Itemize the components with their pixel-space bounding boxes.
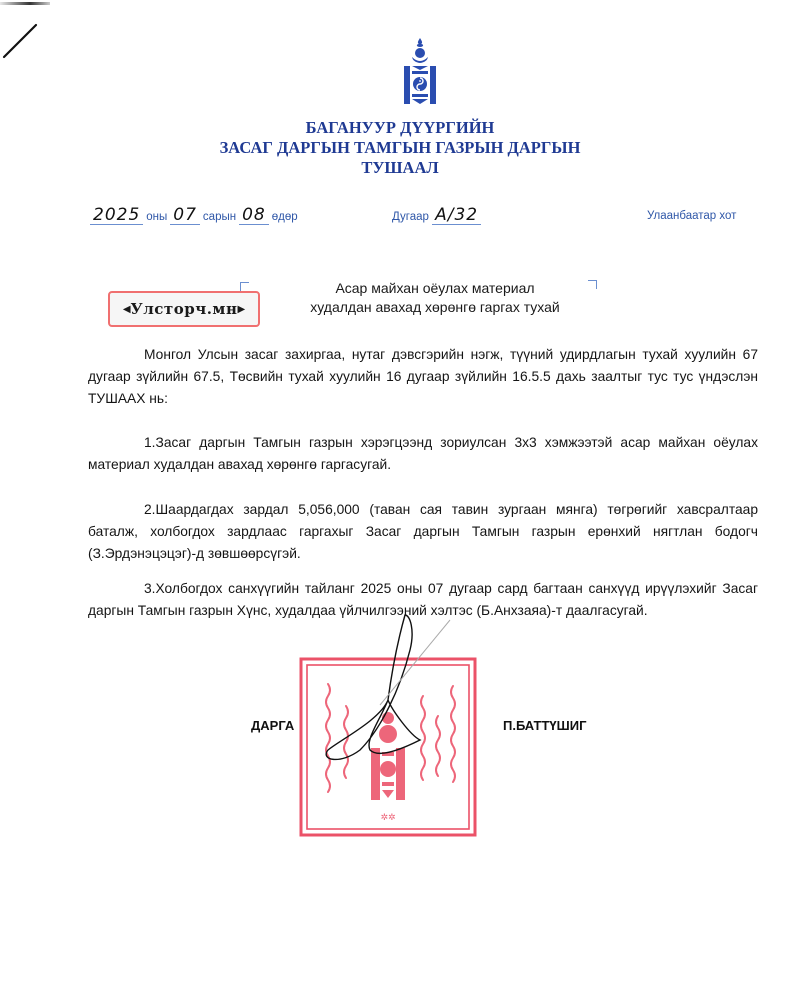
year-label: оны: [146, 211, 168, 223]
watermark-text: Улсторч.мн: [130, 300, 238, 318]
watermark-badge: [108, 291, 260, 327]
date-month: 07: [170, 206, 200, 225]
day-label: өдөр: [271, 211, 298, 223]
subject-bracket-left: [240, 282, 249, 291]
month-label: сарын: [202, 211, 237, 223]
header-district: БАГАНУУР ДҮҮРГИЙН: [305, 118, 495, 137]
wing-right-icon: ▶: [237, 303, 246, 315]
order-item-2-text: 2.Шаардагдах зардал 5,056,000 (таван сая тавин зургаан мянга) төгрөгийг хавсралтаар баталж, холбогдох зардлаас гаргахыг Засаг даргын Тамгын газрын ерөнхий нягтлан бодогч (З.Эрдэнэцэцэг)-д зөвшөөрсүгэй.: [88, 502, 758, 561]
pen-stroke-mark: [0, 15, 40, 65]
document-meta-row: [0, 200, 800, 230]
order-item-1: [88, 432, 758, 476]
preamble-text: Монгол Улсын засаг захиргаа, нутаг дэвсгэрийн нэгж, түүний удирдлагын тухай хуулийн 67 дугаар зүйлийн 67.5, Төсвийн тухай хуулийн 16 дугаар зүйлийн 16.5.5 дахь заалтыг тус тус үндэслэн ТУШААХ нь:: [88, 347, 758, 406]
document-date: [90, 206, 301, 225]
date-year: 2025: [90, 206, 143, 225]
number-label: Дугаар: [392, 211, 429, 223]
signatory-name: П.БАТТҮШИГ: [503, 718, 587, 733]
svg-text:✲✲: ✲✲: [380, 813, 396, 823]
document-subject: [270, 279, 600, 317]
document-city: Улаанбаатар хот: [647, 210, 737, 222]
preamble-paragraph: [88, 344, 758, 410]
subject-line-2: худалдан авахад хөрөнгө гаргах тухай: [310, 299, 560, 315]
number-value: А/32: [432, 206, 481, 225]
handwritten-signature: [300, 610, 480, 770]
document-number: [392, 206, 481, 225]
order-item-3-text: 3.Холбогдох санхүүгийн тайланг 2025 оны 07 дугаар сард багтаан санхүүд ирүүлэхийг Засаг даргын Тамгын газрын Хүнс, худалдаа үйлчилгээний хэлтэс (Б.Анхзаяа)-т даалгасугай.: [88, 581, 758, 618]
wing-left-icon: ◀: [122, 303, 131, 315]
order-item-2: [88, 499, 758, 565]
subject-line-1: Асар майхан оёулах материал: [335, 280, 535, 296]
scan-edge: [0, 2, 50, 5]
header-doc-type: ТУШААЛ: [361, 158, 439, 177]
document-header: [0, 118, 800, 178]
signatory-title: ДАРГА: [251, 718, 295, 733]
order-item-1-text: 1.Засаг даргын Тамгын газрын хэрэгцээнд зориулсан 3х3 хэмжээтэй асар майхан оёулах материал худалдан авахад хөрөнгө гаргасугай.: [88, 435, 758, 472]
date-day: 08: [239, 206, 269, 225]
soyombo-emblem-icon: [403, 38, 437, 108]
header-office: ЗАСАГ ДАРГЫН ТАМГЫН ГАЗРЫН ДАРГЫН: [219, 138, 581, 157]
